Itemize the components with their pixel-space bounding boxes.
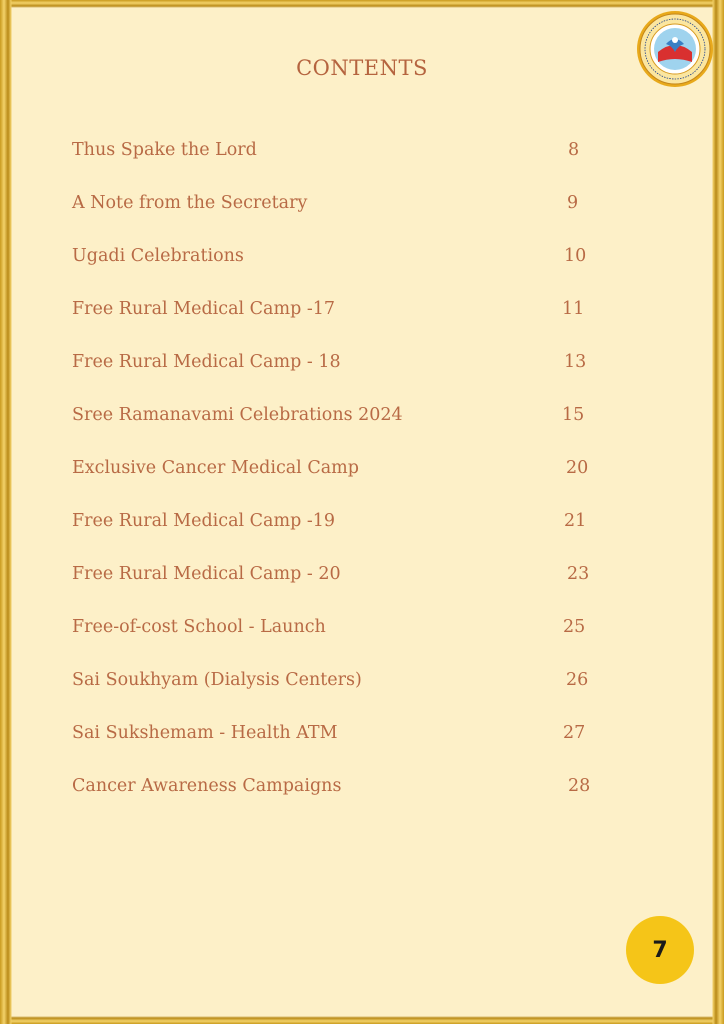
toc-entry-page: 27	[563, 723, 586, 743]
table-of-contents	[72, 136, 632, 825]
toc-entry-page: 23	[567, 564, 590, 584]
toc-entry-page: 9	[567, 193, 579, 213]
toc-entry[interactable]	[72, 560, 632, 613]
toc-entry-title: Sai Soukhyam (Dialysis Centers)	[72, 670, 362, 690]
toc-entry[interactable]	[72, 401, 632, 454]
toc-entry[interactable]	[72, 242, 632, 295]
toc-entry[interactable]	[72, 507, 632, 560]
toc-entry[interactable]	[72, 772, 632, 825]
toc-entry-page: 8	[568, 140, 580, 160]
toc-entry-title: Free-of-cost School - Launch	[72, 617, 326, 637]
toc-entry-page: 15	[562, 405, 585, 425]
toc-entry-title: Cancer Awareness Campaigns	[72, 776, 342, 796]
toc-entry-title: Sree Ramanavami Celebrations 2024	[72, 405, 403, 425]
toc-entry-page: 11	[562, 299, 585, 319]
toc-entry-title: Free Rural Medical Camp -17	[72, 299, 336, 319]
toc-entry-page: 20	[566, 458, 589, 478]
toc-entry-page: 21	[564, 511, 587, 531]
toc-entry[interactable]	[72, 454, 632, 507]
toc-entry[interactable]	[72, 136, 632, 189]
toc-entry-page: 26	[566, 670, 589, 690]
toc-entry[interactable]	[72, 719, 632, 772]
toc-entry[interactable]	[72, 348, 632, 401]
toc-entry-page: 28	[568, 776, 591, 796]
toc-entry-page: 25	[563, 617, 586, 637]
toc-entry-title: Ugadi Celebrations	[72, 246, 244, 266]
page-title: CONTENTS	[296, 56, 428, 80]
toc-entry-page: 10	[564, 246, 587, 266]
toc-entry-title: Thus Spake the Lord	[72, 140, 257, 160]
toc-entry[interactable]	[72, 613, 632, 666]
toc-entry[interactable]	[72, 189, 632, 242]
toc-entry-page: 13	[564, 352, 587, 372]
toc-entry-title: Exclusive Cancer Medical Camp	[72, 458, 359, 478]
toc-entry-title: A Note from the Secretary	[72, 193, 308, 213]
toc-entry-title: Free Rural Medical Camp - 18	[72, 352, 341, 372]
trust-seal-icon	[636, 10, 714, 88]
toc-entry[interactable]	[72, 295, 632, 348]
toc-entry-title: Free Rural Medical Camp - 20	[72, 564, 341, 584]
page-number-badge: 7	[626, 916, 694, 984]
toc-entry[interactable]	[72, 666, 632, 719]
toc-entry-title: Sai Sukshemam - Health ATM	[72, 723, 338, 743]
toc-entry-title: Free Rural Medical Camp -19	[72, 511, 336, 531]
